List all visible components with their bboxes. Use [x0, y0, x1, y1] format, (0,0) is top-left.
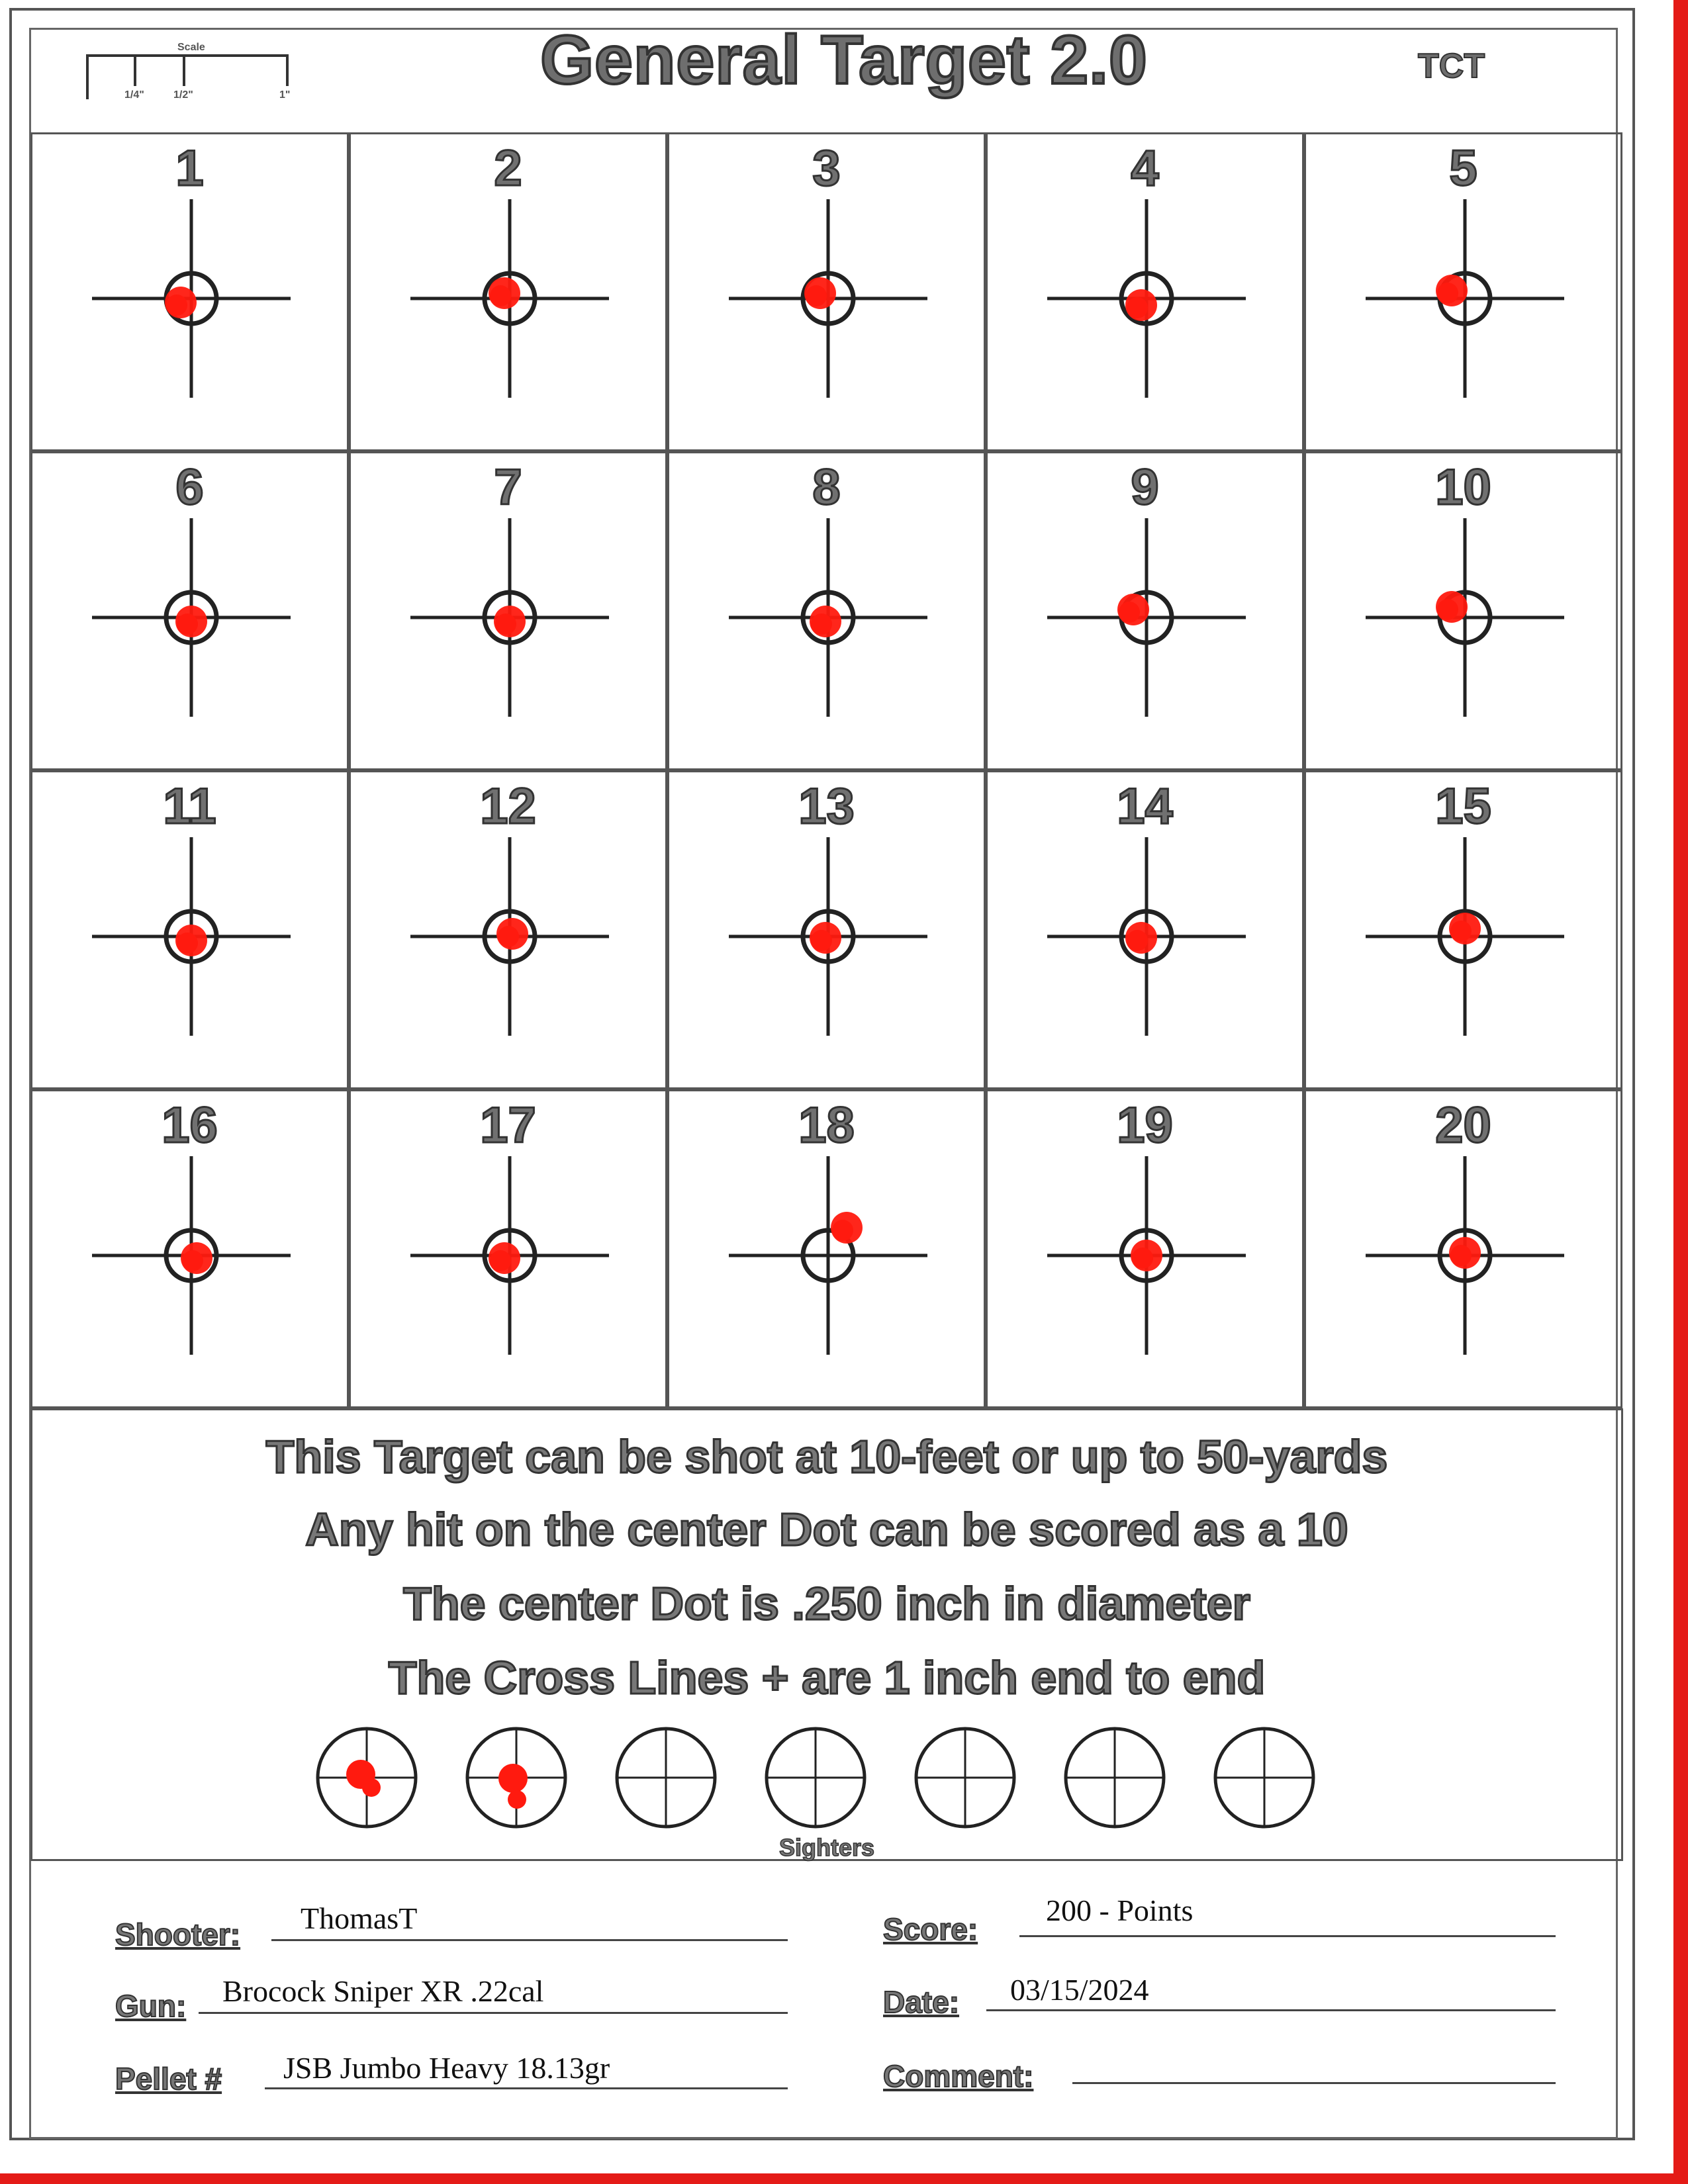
- target-number: 19: [1117, 1097, 1173, 1154]
- target-number: 5: [1449, 140, 1477, 197]
- pellet-value[interactable]: JSB Jumbo Heavy 18.13gr: [283, 2051, 610, 2085]
- instruction-line: The Cross Lines + are 1 inch end to end: [388, 1652, 1266, 1704]
- score-label: Score:: [883, 1912, 978, 1946]
- target-cell: [667, 1089, 986, 1408]
- target-cell: [1304, 1089, 1622, 1408]
- score-line: [1019, 1935, 1556, 1937]
- target-number: 14: [1117, 778, 1173, 835]
- date-line: [986, 2009, 1556, 2011]
- instruction-line: Any hit on the center Dot can be scored as a 10: [305, 1504, 1348, 1555]
- sighter-target-icon: [1208, 1721, 1321, 1834]
- comment-line: [1072, 2082, 1556, 2084]
- scale-tick-label: 1/4": [124, 89, 144, 101]
- target-code: TCT: [1418, 47, 1485, 85]
- target-cell: [667, 132, 986, 451]
- page-title: General Target 2.0: [540, 22, 1148, 99]
- sighters-label: Sighters: [778, 1834, 875, 1861]
- instructions-panel: [30, 1408, 1623, 1861]
- target-cell: [30, 770, 349, 1089]
- target-cell: [1304, 451, 1622, 770]
- sighter-target-icon: [759, 1721, 872, 1834]
- target-cell: [986, 770, 1304, 1089]
- gun-label: Gun:: [115, 1989, 187, 2023]
- sighter-target-icon: [610, 1721, 722, 1834]
- target-number: 6: [175, 459, 204, 516]
- target-cell: [1304, 132, 1622, 451]
- sighter-target-icon: [909, 1721, 1021, 1834]
- scan-edge-bottom: [0, 2173, 1688, 2184]
- target-number: 18: [798, 1097, 855, 1154]
- scale-tick-label: 1/2": [173, 89, 193, 101]
- sighter-target-icon: [310, 1721, 423, 1834]
- date-label: Date:: [883, 1985, 960, 2019]
- target-number: 15: [1435, 778, 1491, 835]
- scan-edge-right: [1673, 0, 1688, 2184]
- target-cell: [667, 451, 986, 770]
- shooter-value[interactable]: ThomasT: [301, 1901, 418, 1935]
- target-number: 8: [812, 459, 841, 516]
- target-number: 10: [1435, 459, 1491, 516]
- target-number: 7: [494, 459, 522, 516]
- scale-tick-label: 1": [279, 89, 291, 101]
- sighter-target-icon: [460, 1721, 573, 1834]
- target-number: 1: [175, 140, 204, 197]
- target-number: 4: [1131, 140, 1159, 197]
- target-cell: [30, 132, 349, 451]
- target-number: 13: [798, 778, 855, 835]
- gun-value[interactable]: Brocock Sniper XR .22cal: [222, 1974, 544, 2008]
- target-cell: [30, 451, 349, 770]
- target-cell: [349, 770, 667, 1089]
- target-cell: [30, 1089, 349, 1408]
- scale-label: Scale: [177, 42, 205, 53]
- instruction-line: This Target can be shot at 10-feet or up to 50-yards: [265, 1431, 1388, 1482]
- sighter-hole: [498, 1764, 528, 1793]
- target-cell: [349, 132, 667, 451]
- target-number: 17: [480, 1097, 536, 1154]
- sighter-target-icon: [1058, 1721, 1171, 1834]
- target-number: 16: [162, 1097, 218, 1154]
- target-number: 12: [480, 778, 536, 835]
- sighters-row: [32, 1410, 1621, 1859]
- target-cell: [349, 451, 667, 770]
- target-cell: [986, 451, 1304, 770]
- shooter-line: [271, 1939, 788, 1941]
- target-cell: [349, 1089, 667, 1408]
- score-value[interactable]: 200 - Points: [1046, 1893, 1194, 1927]
- shooter-label: Shooter:: [115, 1917, 241, 1952]
- date-value[interactable]: 03/15/2024: [1010, 1973, 1149, 2007]
- target-number: 20: [1435, 1097, 1491, 1154]
- target-cell: [1304, 770, 1622, 1089]
- target-cell: [986, 132, 1304, 451]
- gun-line: [199, 2012, 788, 2014]
- target-cell: [986, 1089, 1304, 1408]
- pellet-line: [265, 2087, 788, 2089]
- instruction-line: The center Dot is .250 inch in diameter: [403, 1578, 1250, 1629]
- target-number: 9: [1131, 459, 1159, 516]
- target-number: 11: [163, 778, 216, 835]
- comment-label: Comment:: [883, 2059, 1034, 2093]
- target-cell: [667, 770, 986, 1089]
- target-number: 3: [812, 140, 841, 197]
- target-grid: [30, 132, 1623, 1410]
- target-number: 2: [494, 140, 522, 197]
- pellet-label: Pellet #: [115, 2062, 222, 2096]
